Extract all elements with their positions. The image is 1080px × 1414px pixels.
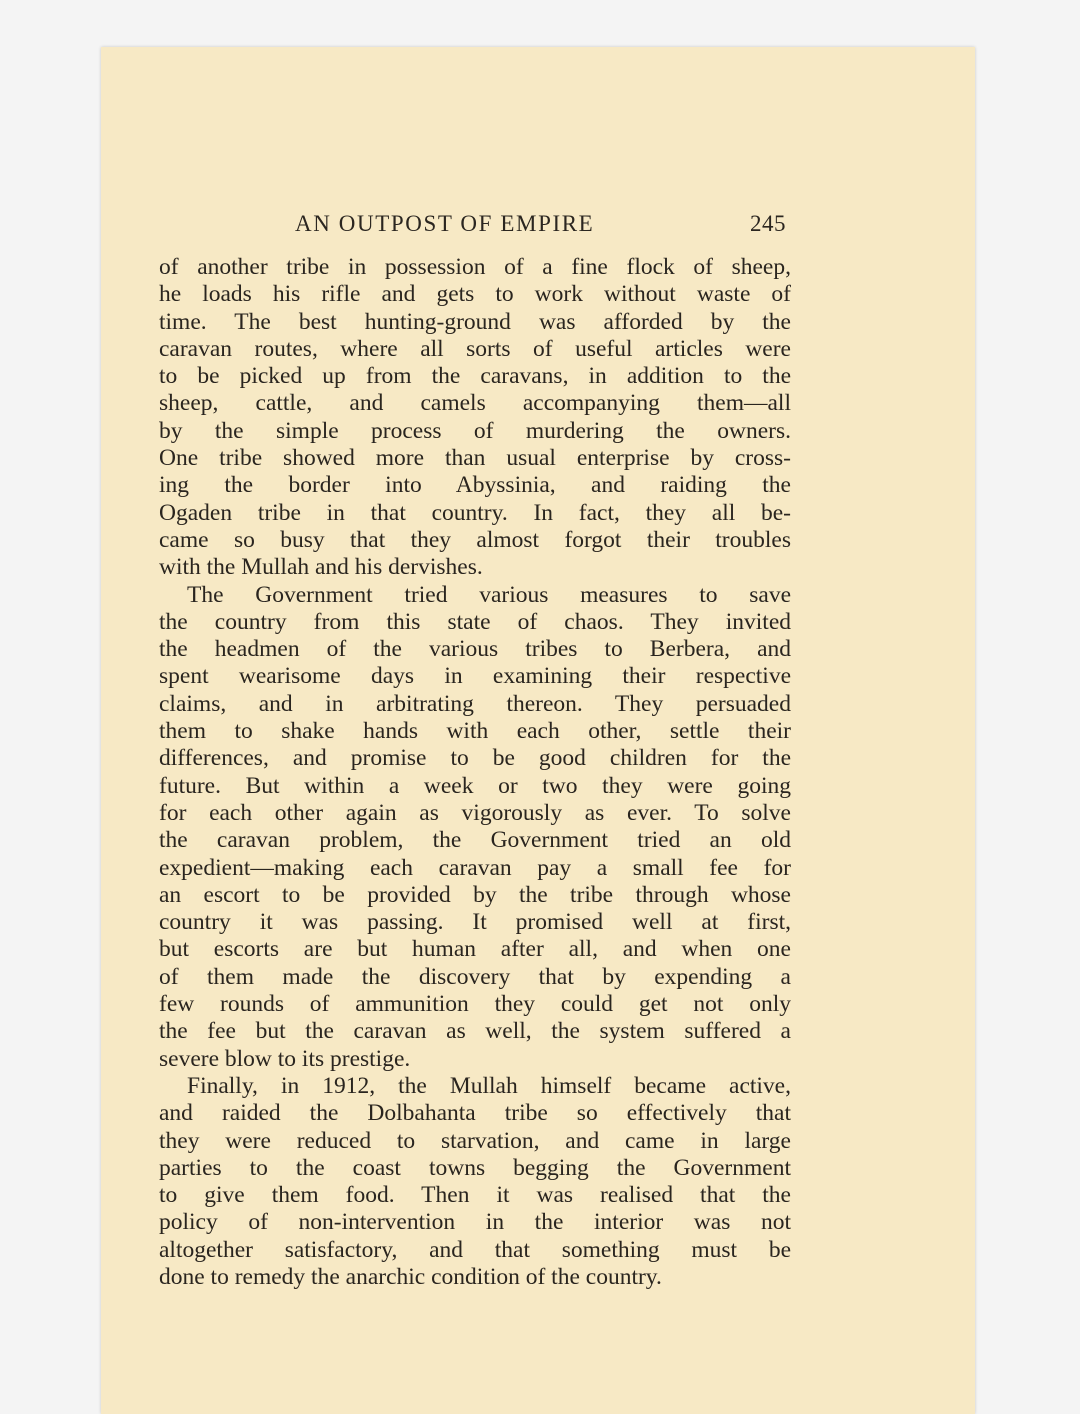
text-line: severe blow to its prestige. [159,1045,411,1072]
text-line: for each other again as vigorously as ever. To solve [159,799,791,826]
body-text [159,254,791,1291]
text-line: they were reduced to starvation, and came in large [159,1127,791,1154]
running-head [101,211,975,241]
text-line: caravan routes, where all sorts of useful articles were [159,335,791,362]
text-line: policy of non-intervention in the interior was not [159,1209,791,1236]
text-line: of them made the discovery that by expending a [159,963,791,990]
text-line: time. The best hunting-ground was afforded by the [159,308,791,335]
text-line: of another tribe in possession of a fine flock of sheep, [159,254,791,280]
text-line: The Government tried various measures to save [187,581,791,608]
text-line: One tribe showed more than usual enterprise by cross- [159,445,791,472]
text-line: few rounds of ammunition they could get not only [159,991,791,1018]
text-line: by the simple process of murdering the owners. [159,417,791,444]
text-line: parties to the coast towns begging the Government [159,1154,791,1181]
text-line: sheep, cattle, and camels accompanying them—all [159,390,791,417]
text-line: country it was passing. It promised well at first, [159,909,791,936]
text-line: ing the border into Abyssinia, and raiding the [159,472,791,499]
text-line: with the Mullah and his dervishes. [159,554,483,581]
text-line: to give them food. Then it was realised that the [159,1182,791,1209]
running-title: AN OUTPOST OF EMPIRE [295,211,595,236]
text-line: Finally, in 1912, the Mullah himself became active, [187,1072,791,1099]
text-line: them to shake hands with each other, settle their [159,718,791,745]
text-line: spent wearisome days in examining their respective [159,663,791,690]
text-line: but escorts are but human after all, and when one [159,936,791,963]
text-line: future. But within a week or two they were going [159,772,791,799]
text-line: altogether satisfactory, and that something must be [159,1236,791,1263]
text-line: the headmen of the various tribes to Berbera, and [159,636,791,663]
text-line: claims, and in arbitrating thereon. They persuaded [159,690,791,717]
text-line: the country from this state of chaos. They invited [159,608,791,635]
text-line: came so busy that they almost forgot their troubles [159,526,791,553]
text-line: the caravan problem, the Government tried an old [159,827,791,854]
text-line: and raided the Dolbahanta tribe so effectively that [159,1100,791,1127]
text-line: an escort to be provided by the tribe through whose [159,881,791,908]
text-line: Ogaden tribe in that country. In fact, they all be- [159,499,791,526]
page-number: 245 [750,211,786,236]
book-page [101,47,975,1414]
text-line: the fee but the caravan as well, the system suffered a [159,1018,791,1045]
text-line: to be picked up from the caravans, in addition to the [159,363,791,390]
text-line: expedient—making each caravan pay a small fee for [159,854,791,881]
text-line: done to remedy the anarchic condition of the country. [159,1263,662,1290]
text-line: he loads his rifle and gets to work without waste of [159,281,791,308]
text-line: differences, and promise to be good children for the [159,745,791,772]
